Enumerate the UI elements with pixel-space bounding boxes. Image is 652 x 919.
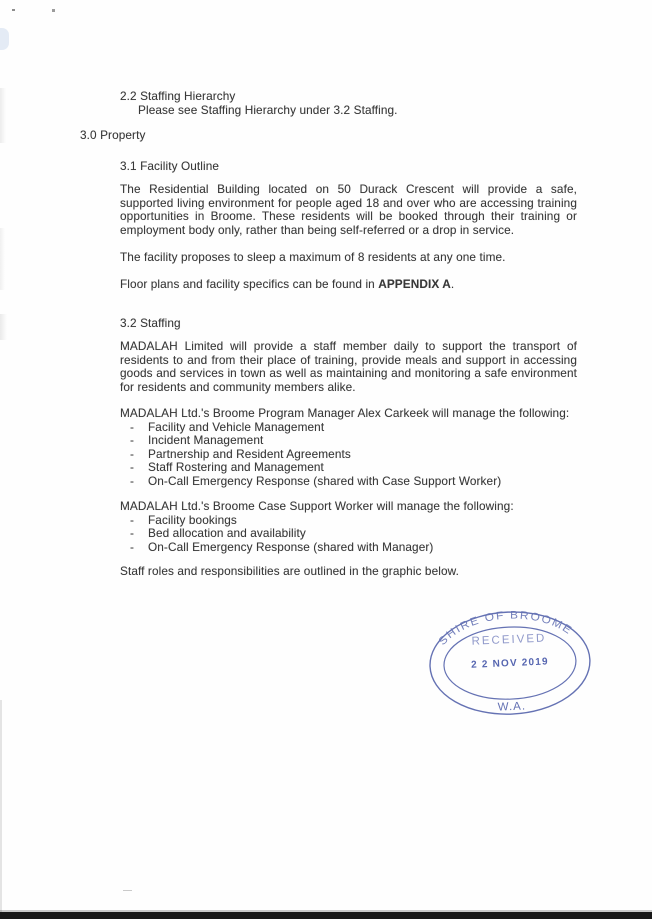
scan-artifact <box>0 88 6 143</box>
scan-artifact <box>0 700 2 913</box>
list-item-text: Partnership and Resident Agreements <box>148 446 351 461</box>
manager-responsibilities <box>120 407 577 489</box>
bullet-dash: - <box>130 473 135 488</box>
list-item <box>120 434 577 448</box>
bullet-dash: - <box>130 433 135 448</box>
staffing-paragraph: MADALAH Limited will provide a staff member daily to support the transport of residents to and from their place of training, provide meals and support in accessing goods and services in town as well as maintaining and monitoring a safe environment for residents and community members alike. <box>120 339 577 394</box>
received-stamp <box>422 601 603 727</box>
section-3-2-heading: 3.2 Staffing <box>120 316 181 330</box>
list-item-text: Facility bookings <box>148 512 237 527</box>
bullet-dash: - <box>130 526 135 541</box>
scan-artifact <box>0 28 9 50</box>
scan-artifact <box>0 314 7 340</box>
list-item <box>120 421 577 435</box>
manager-intro-line: MADALAH Ltd.'s Broome Program Manager Alex Carkeek will manage the following: <box>120 406 570 420</box>
scan-speck <box>12 9 15 11</box>
bullet-dash: - <box>130 446 135 461</box>
bullet-dash: - <box>130 512 135 527</box>
floor-plans-line <box>120 278 577 292</box>
scan-speck <box>52 9 55 12</box>
bullet-dash: - <box>130 539 135 554</box>
scan-edge-bar <box>0 912 652 919</box>
facility-outline-paragraph: The Residential Building located on 50 Durack Crescent will provide a safe, supported living environment for people aged 18 and over who are accessing training opportunities in Broome. These residents will be booked through their training or employment body only, rather than being self-referred or a drop in service. <box>120 182 577 237</box>
list-item-text: Staff Rostering and Management <box>148 460 324 475</box>
scan-edge-fuzz <box>0 910 652 912</box>
list-item <box>120 448 577 462</box>
facility-capacity-line: The facility proposes to sleep a maximum of 8 residents at any one time. <box>120 250 506 264</box>
section-2-2 <box>120 90 577 117</box>
closing-line: Staff roles and responsibilities are outlined in the graphic below. <box>120 564 459 578</box>
stamp-date-text: 2 2 NOV 2019 <box>470 656 550 671</box>
bullet-dash: - <box>130 460 135 475</box>
list-item-text: On-Call Emergency Response (shared with Manager) <box>148 539 434 554</box>
stamp-region-text: W.A. <box>497 700 527 714</box>
list-item-text: Incident Management <box>148 433 264 448</box>
stamp-received-text: RECEIVED <box>471 632 547 648</box>
bullet-dash: - <box>130 419 135 434</box>
list-item <box>120 541 577 555</box>
list-item <box>120 514 577 528</box>
worker-intro-line: MADALAH Ltd.'s Broome Case Support Worker will manage the following: <box>120 499 514 513</box>
scan-artifact <box>0 228 5 290</box>
stamp-arc-text: SHIRE OF BROOME <box>436 609 575 648</box>
list-item-text: Facility and Vehicle Management <box>148 419 325 434</box>
section-3-1-heading: 3.1 Facility Outline <box>120 159 220 173</box>
scan-artifact <box>123 890 132 891</box>
section-2-2-heading: 2.2 Staffing Hierarchy <box>120 89 236 103</box>
list-item <box>120 475 577 489</box>
appendix-a-reference: APPENDIX A <box>378 277 451 291</box>
list-item <box>120 461 577 475</box>
section-2-2-body: Please see Staffing Hierarchy under 3.2 Staffing. <box>138 102 398 117</box>
floor-plans-period: . <box>450 277 455 291</box>
list-item <box>120 527 577 541</box>
worker-responsibilities <box>120 500 577 554</box>
floor-plans-text: Floor plans and facility specifics can be found in <box>120 277 379 291</box>
list-item-text: Bed allocation and availability <box>148 526 306 541</box>
section-3-0-heading: 3.0 Property <box>80 128 146 142</box>
list-item-text: On-Call Emergency Response (shared with Case Support Worker) <box>148 473 502 488</box>
